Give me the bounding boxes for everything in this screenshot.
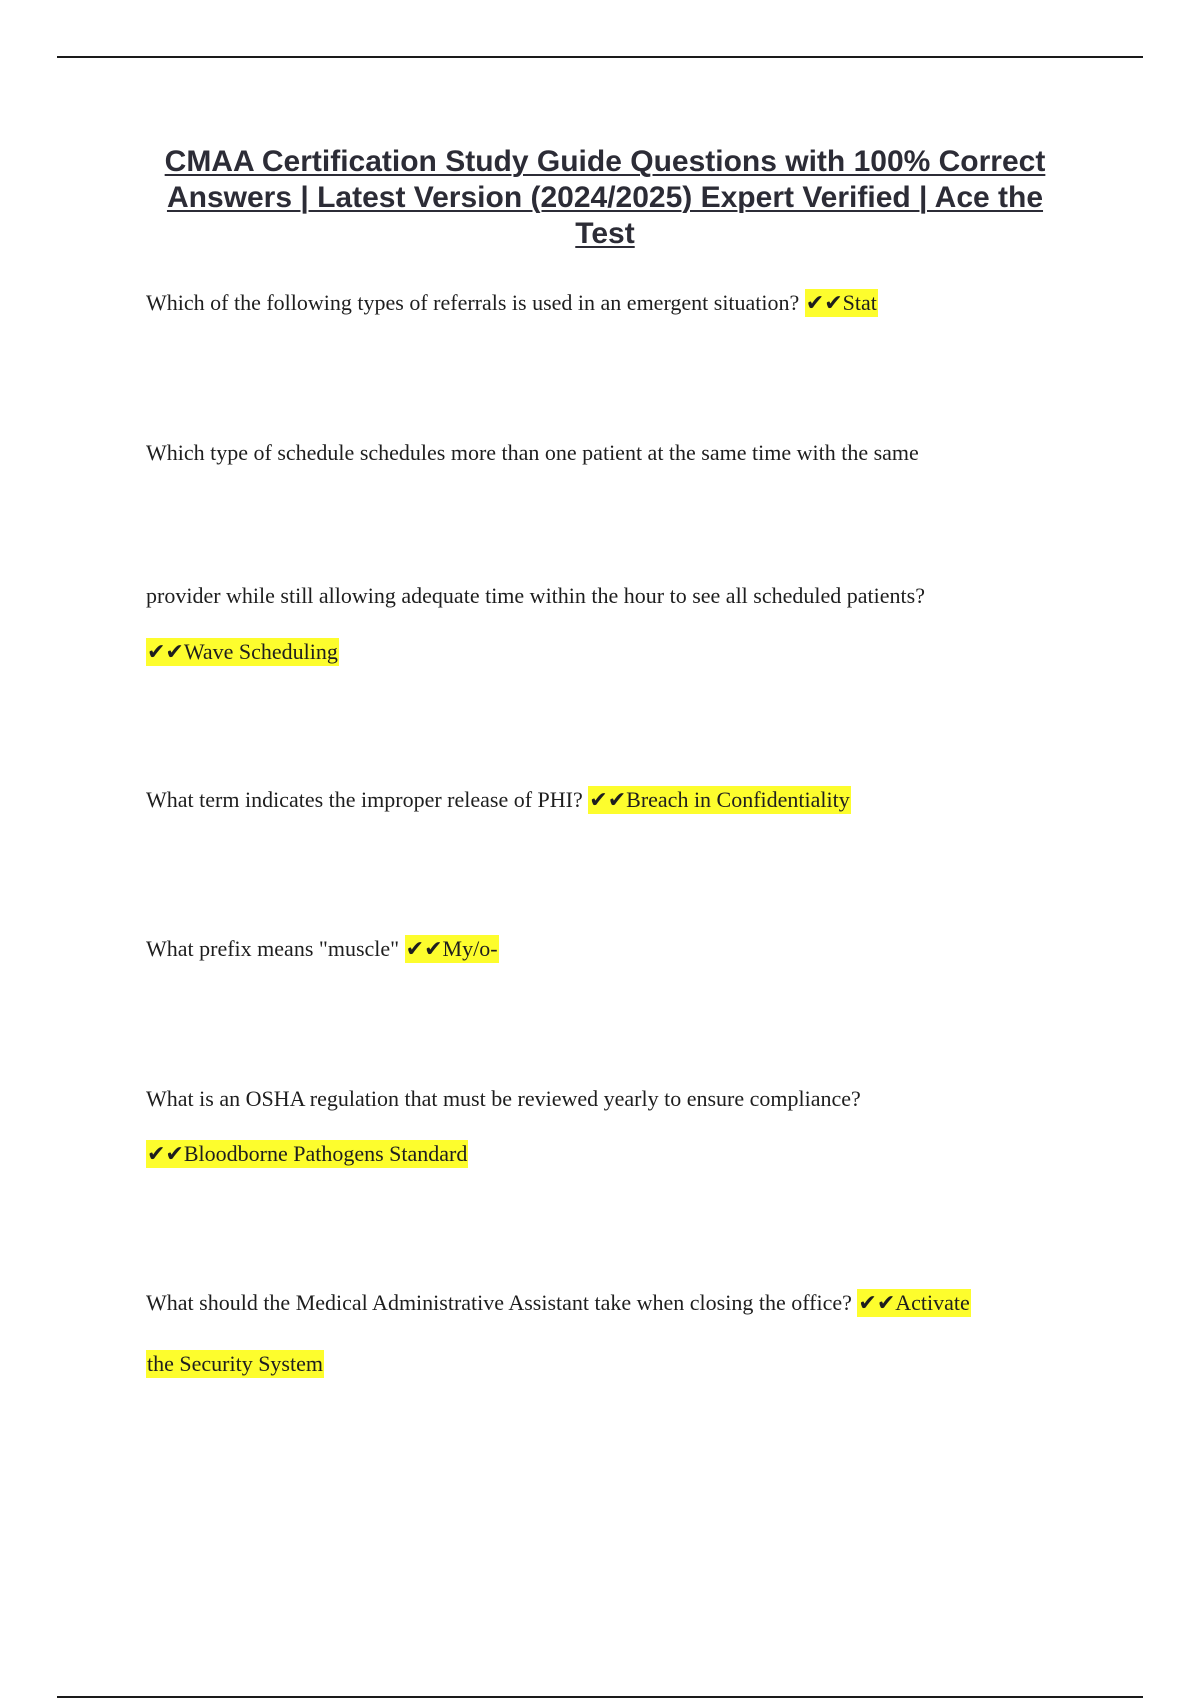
answer-highlight: ✔✔Activate (858, 1290, 970, 1315)
question-text: Which type of schedule schedules more than one patient at the same time with the same (146, 440, 919, 465)
qa-item-1 (146, 289, 878, 317)
question-text: What term indicates the improper release of PHI? (146, 787, 583, 812)
qa-item-3 (146, 786, 851, 814)
qa-item-6 (146, 1289, 971, 1317)
answer-highlight: ✔✔Breach in Confidentiality (589, 787, 850, 812)
question-text: What is an OSHA regulation that must be reviewed yearly to ensure compliance? (146, 1086, 861, 1111)
question-text: provider while still allowing adequate time within the hour to see all scheduled patients? (146, 583, 925, 608)
qa-item-5 (146, 1085, 861, 1113)
qa-item-5-answer (146, 1140, 468, 1168)
answer-highlight: ✔✔My/o- (405, 936, 498, 961)
answer-highlight: ✔✔Stat (805, 290, 877, 315)
answer-highlight: ✔✔Wave Scheduling (147, 639, 338, 664)
document-title: CMAA Certification Study Guide Questions with 100% Correct Answers | Latest Version (2024/2025) Expert Verified | Ace the Test (164, 145, 1046, 250)
answer-highlight: the Security System (147, 1351, 323, 1376)
answer-highlight: ✔✔Bloodborne Pathogens Standard (147, 1141, 468, 1166)
footer-rule (57, 1696, 1143, 1698)
header-rule (57, 56, 1143, 58)
question-text: What should the Medical Administrative Assistant take when closing the office? (146, 1290, 852, 1315)
qa-item-2-line-1 (146, 439, 919, 467)
qa-item-4 (146, 935, 499, 963)
question-text: Which of the following types of referrals is used in an emergent situation? (146, 290, 800, 315)
qa-item-6-answer (146, 1350, 324, 1378)
qa-item-2-answer (146, 638, 339, 666)
qa-item-2-line-2 (146, 582, 925, 610)
question-text: What prefix means "muscle" (146, 936, 400, 961)
